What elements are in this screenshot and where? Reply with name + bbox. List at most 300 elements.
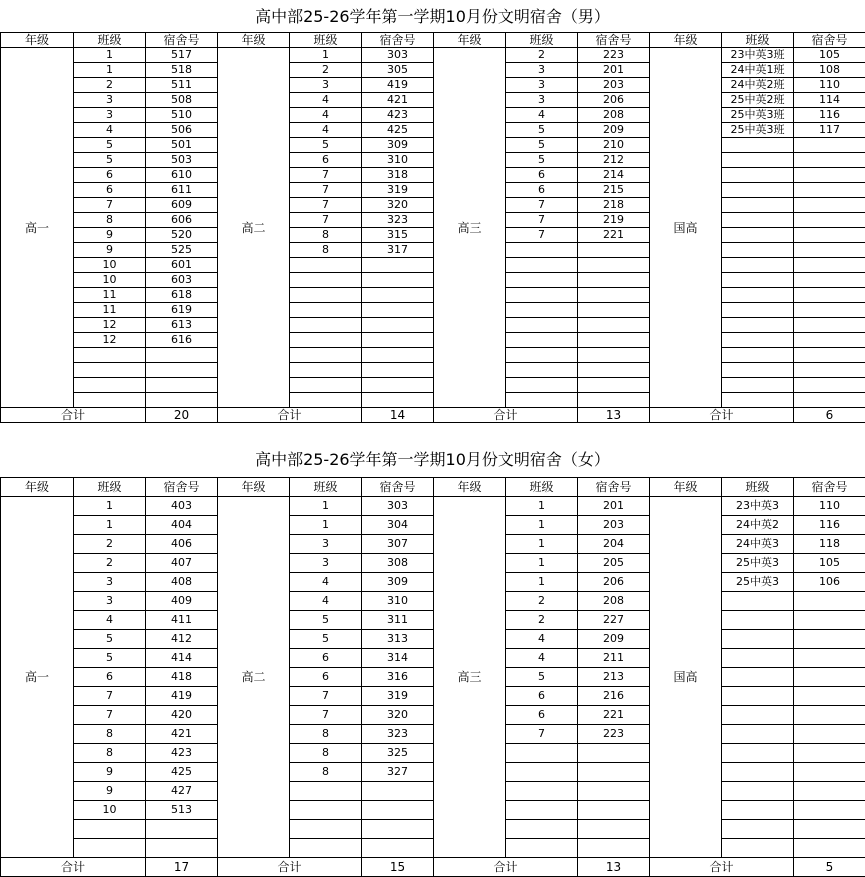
dorm-cell [794,744,865,763]
dorm-cell [578,273,650,288]
header-cell: 年级 [650,478,722,497]
total-value: 20 [146,408,218,423]
dorm-cell: 423 [146,744,218,763]
dorm-cell [578,820,650,839]
male-dorm-table [0,32,865,423]
dorm-cell: 323 [362,213,434,228]
class-cell: 1 [74,48,146,63]
class-cell [722,228,794,243]
class-cell: 24中英2 [722,516,794,535]
class-cell: 11 [74,303,146,318]
table-row [1,378,865,393]
table-row [1,820,865,839]
male-sheet-title: 高中部25-26学年第一学期10月份文明宿舍（男） [0,6,865,28]
class-cell: 10 [74,258,146,273]
dorm-cell [794,153,865,168]
class-cell: 3 [74,573,146,592]
class-cell: 4 [290,93,362,108]
dorm-cell [146,363,218,378]
dorm-cell: 320 [362,706,434,725]
dorm-cell: 205 [578,554,650,573]
class-cell: 3 [506,78,578,93]
female-sheet-title: 高中部25-26学年第一学期10月份文明宿舍（女） [0,449,865,471]
total-label: 合计 [650,408,794,423]
total-label: 合计 [218,408,362,423]
table-row [1,213,865,228]
dorm-cell: 204 [578,535,650,554]
table-row [1,573,865,592]
class-cell [722,706,794,725]
table-row [1,801,865,820]
class-cell [290,333,362,348]
total-row [1,408,865,423]
class-cell: 7 [506,198,578,213]
class-cell [722,611,794,630]
dorm-cell: 213 [578,668,650,687]
dorm-cell [146,820,218,839]
header-row [1,33,865,48]
class-cell: 4 [506,630,578,649]
dorm-cell [794,273,865,288]
dorm-cell: 215 [578,183,650,198]
dorm-cell [146,348,218,363]
class-cell [722,744,794,763]
table-row [1,183,865,198]
class-cell [722,183,794,198]
class-cell: 25中英2班 [722,93,794,108]
grade-cell: 高二 [218,48,290,408]
dorm-cell: 219 [578,213,650,228]
dorm-cell: 203 [578,78,650,93]
class-cell: 12 [74,333,146,348]
class-cell: 2 [290,63,362,78]
class-cell: 7 [290,213,362,228]
dorm-cell [362,839,434,858]
class-cell: 1 [74,63,146,78]
class-cell: 7 [74,706,146,725]
dorm-cell [578,378,650,393]
class-cell [722,213,794,228]
class-cell: 5 [506,123,578,138]
class-cell: 8 [290,228,362,243]
dorm-cell [578,839,650,858]
dorm-cell: 327 [362,763,434,782]
class-cell: 24中英3 [722,535,794,554]
dorm-cell [578,318,650,333]
dorm-cell [362,801,434,820]
class-cell: 7 [290,706,362,725]
dorm-cell: 407 [146,554,218,573]
dorm-cell [578,303,650,318]
class-cell: 5 [290,138,362,153]
table-row [1,63,865,78]
header-cell: 班级 [290,33,362,48]
dorm-cell: 318 [362,168,434,183]
dorm-cell: 419 [362,78,434,93]
dorm-cell: 315 [362,228,434,243]
total-label: 合计 [1,408,146,423]
class-cell [722,687,794,706]
dorm-cell [794,687,865,706]
dorm-cell: 311 [362,611,434,630]
dorm-cell: 406 [146,535,218,554]
dorm-cell [794,630,865,649]
class-cell [290,363,362,378]
dorm-cell [362,258,434,273]
class-cell [722,782,794,801]
class-cell: 24中英2班 [722,78,794,93]
dorm-cell: 209 [578,123,650,138]
class-cell: 1 [290,497,362,516]
dorm-cell: 227 [578,611,650,630]
class-cell: 4 [290,573,362,592]
total-label: 合计 [434,408,578,423]
class-cell [506,801,578,820]
dorm-cell [362,782,434,801]
class-cell [722,725,794,744]
dorm-cell [578,763,650,782]
header-cell: 宿舍号 [362,478,434,497]
table-row [1,348,865,363]
dorm-cell: 518 [146,63,218,78]
dorm-cell: 609 [146,198,218,213]
class-cell [74,378,146,393]
dorm-cell [362,273,434,288]
table-row [1,763,865,782]
class-cell: 25中英3 [722,573,794,592]
class-cell: 8 [74,725,146,744]
dorm-cell [146,393,218,408]
dorm-cell: 616 [146,333,218,348]
dorm-cell: 309 [362,138,434,153]
class-cell [722,198,794,213]
dorm-cell: 212 [578,153,650,168]
header-cell: 年级 [218,33,290,48]
dorm-cell: 208 [578,592,650,611]
dorm-cell: 325 [362,744,434,763]
dorm-cell: 117 [794,123,865,138]
dorm-cell [362,378,434,393]
class-cell [290,393,362,408]
class-cell: 4 [290,592,362,611]
class-cell: 6 [74,168,146,183]
class-cell [506,744,578,763]
class-cell: 4 [290,123,362,138]
class-cell: 5 [74,649,146,668]
class-cell: 6 [290,668,362,687]
dorm-cell [794,303,865,318]
dorm-cell: 320 [362,198,434,213]
class-cell: 8 [290,763,362,782]
class-cell: 3 [290,554,362,573]
class-cell: 5 [74,630,146,649]
dorm-cell: 411 [146,611,218,630]
dorm-cell: 223 [578,725,650,744]
dorm-cell: 317 [362,243,434,258]
class-cell: 5 [290,611,362,630]
table-row [1,198,865,213]
class-cell: 9 [74,763,146,782]
total-value: 15 [362,858,434,877]
table-row [1,592,865,611]
class-cell: 1 [506,516,578,535]
class-cell [722,378,794,393]
grade-cell: 国高 [650,48,722,408]
class-cell: 1 [506,554,578,573]
class-cell: 1 [506,573,578,592]
dorm-cell [362,333,434,348]
dorm-cell: 510 [146,108,218,123]
class-cell [722,363,794,378]
dorm-cell: 206 [578,93,650,108]
class-cell: 6 [290,649,362,668]
dorm-cell [794,168,865,183]
header-cell: 年级 [218,478,290,497]
dorm-cell [578,801,650,820]
class-cell [722,303,794,318]
header-cell: 宿舍号 [794,33,865,48]
table-row [1,168,865,183]
dorm-cell [578,782,650,801]
class-cell [506,820,578,839]
dorm-cell: 110 [794,78,865,93]
class-cell: 7 [290,198,362,213]
class-cell [722,839,794,858]
class-cell [506,333,578,348]
class-cell [722,243,794,258]
dorm-cell: 214 [578,168,650,183]
class-cell [290,782,362,801]
dorm-cell: 503 [146,153,218,168]
dorm-cell [794,801,865,820]
dorm-cell [794,348,865,363]
class-cell: 2 [74,78,146,93]
dorm-cell [794,228,865,243]
class-cell: 25中英3 [722,554,794,573]
class-cell [74,348,146,363]
dorm-cell: 404 [146,516,218,535]
class-cell: 1 [506,497,578,516]
class-cell: 3 [74,108,146,123]
dorm-cell: 419 [146,687,218,706]
header-cell: 班级 [74,478,146,497]
class-cell [290,378,362,393]
class-cell: 3 [506,63,578,78]
header-cell: 宿舍号 [578,478,650,497]
total-value: 5 [794,858,865,877]
total-value: 17 [146,858,218,877]
class-cell [290,318,362,333]
class-cell: 7 [290,183,362,198]
dorm-cell [578,744,650,763]
dorm-cell [794,725,865,744]
header-cell: 班级 [506,33,578,48]
table-row [1,535,865,554]
class-cell [506,363,578,378]
class-cell: 8 [74,213,146,228]
dorm-cell: 421 [146,725,218,744]
dorm-cell [794,839,865,858]
dorm-cell: 603 [146,273,218,288]
table-row [1,782,865,801]
class-cell [506,258,578,273]
dorm-cell [794,706,865,725]
class-cell: 1 [506,535,578,554]
dorm-cell: 201 [578,63,650,78]
class-cell [74,363,146,378]
total-value: 13 [578,858,650,877]
table-row [1,243,865,258]
dorm-cell [794,782,865,801]
grade-cell: 高一 [1,497,74,858]
dorm-cell: 106 [794,573,865,592]
class-cell [722,138,794,153]
total-label: 合计 [1,858,146,877]
dorm-cell [794,333,865,348]
class-cell [290,820,362,839]
dorm-cell: 525 [146,243,218,258]
class-cell: 9 [74,228,146,243]
dorm-cell: 210 [578,138,650,153]
dorm-cell: 303 [362,497,434,516]
dorm-cell: 308 [362,554,434,573]
dorm-cell [146,378,218,393]
class-cell: 25中英3班 [722,123,794,138]
dorm-cell: 110 [794,497,865,516]
dorm-cell: 513 [146,801,218,820]
dorm-cell: 511 [146,78,218,93]
class-cell: 4 [74,123,146,138]
class-cell: 3 [290,535,362,554]
dorm-cell: 409 [146,592,218,611]
class-cell: 6 [506,183,578,198]
dorm-cell [794,138,865,153]
header-cell: 班级 [722,478,794,497]
class-cell [722,393,794,408]
dorm-cell [794,288,865,303]
table-row [1,303,865,318]
table-row [1,288,865,303]
class-cell: 7 [506,228,578,243]
table-row [1,273,865,288]
class-cell [74,839,146,858]
class-cell: 5 [290,630,362,649]
table-row [1,630,865,649]
dorm-cell [794,258,865,273]
table-row [1,138,865,153]
table-row [1,687,865,706]
class-cell: 1 [290,516,362,535]
class-cell: 9 [74,243,146,258]
grade-cell: 高三 [434,497,506,858]
dorm-cell [794,243,865,258]
class-cell [290,258,362,273]
dorm-cell: 303 [362,48,434,63]
table-row [1,725,865,744]
class-cell: 7 [290,687,362,706]
class-cell [722,153,794,168]
class-cell: 3 [74,592,146,611]
dorm-cell [794,378,865,393]
header-cell: 年级 [1,33,74,48]
class-cell: 4 [506,649,578,668]
class-cell: 7 [506,213,578,228]
dorm-cell: 403 [146,497,218,516]
table-row [1,516,865,535]
table-row [1,48,865,63]
dorm-cell: 520 [146,228,218,243]
dorm-cell: 116 [794,108,865,123]
dorm-cell: 606 [146,213,218,228]
dorm-cell [794,611,865,630]
dorm-cell: 223 [578,48,650,63]
header-cell: 班级 [506,478,578,497]
class-cell [722,763,794,782]
dorm-cell: 105 [794,48,865,63]
total-value: 6 [794,408,865,423]
class-cell: 5 [74,138,146,153]
class-cell: 6 [74,668,146,687]
dorm-cell [362,393,434,408]
class-cell [506,303,578,318]
dorm-cell: 105 [794,554,865,573]
total-label: 合计 [434,858,578,877]
class-cell [506,839,578,858]
female-dorm-table [0,477,865,877]
class-cell [722,668,794,687]
class-cell [506,782,578,801]
class-cell [722,630,794,649]
class-cell [722,258,794,273]
class-cell [722,649,794,668]
total-value: 13 [578,408,650,423]
dorm-cell [578,393,650,408]
class-cell: 23中英3 [722,497,794,516]
class-cell [290,303,362,318]
table-row [1,318,865,333]
class-cell: 2 [74,554,146,573]
class-cell: 2 [506,592,578,611]
dorm-cell: 418 [146,668,218,687]
header-cell: 宿舍号 [146,478,218,497]
dorm-cell: 316 [362,668,434,687]
class-cell: 12 [74,318,146,333]
dorm-cell [794,820,865,839]
dorm-cell: 116 [794,516,865,535]
class-cell: 7 [506,725,578,744]
class-cell: 10 [74,801,146,820]
dorm-cell [362,348,434,363]
class-cell: 4 [506,108,578,123]
class-cell: 6 [506,706,578,725]
class-cell: 5 [74,153,146,168]
dorm-cell: 323 [362,725,434,744]
dorm-cell: 310 [362,153,434,168]
dorm-cell: 610 [146,168,218,183]
total-label: 合计 [650,858,794,877]
class-cell: 1 [290,48,362,63]
class-cell: 6 [290,153,362,168]
class-cell [290,273,362,288]
class-cell [506,393,578,408]
class-cell [722,273,794,288]
class-cell: 7 [74,687,146,706]
class-cell: 7 [290,168,362,183]
dorm-cell: 613 [146,318,218,333]
dorm-cell: 208 [578,108,650,123]
class-cell [722,318,794,333]
header-cell: 班级 [722,33,794,48]
